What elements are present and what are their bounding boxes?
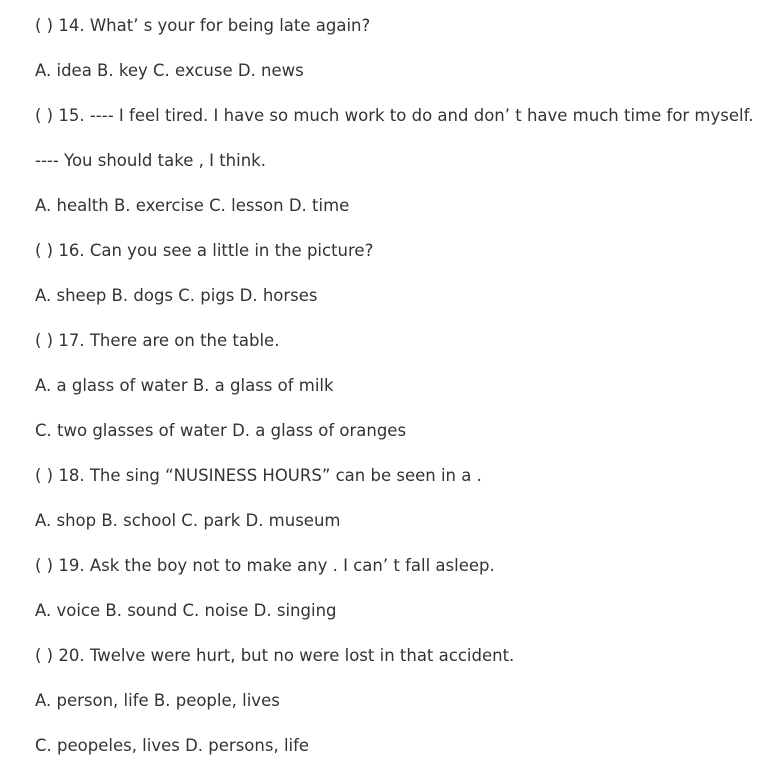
- question-20: ( ) 20. Twelve were hurt, but no were lost in that accident.: [35, 646, 515, 665]
- options-15: A. health B. exercise C. lesson D. time: [35, 196, 350, 215]
- options-20-line-1: A. person, life B. people, lives: [35, 691, 280, 710]
- options-19: A. voice B. sound C. noise D. singing: [35, 601, 337, 620]
- options-17-line-1: A. a glass of water B. a glass of milk: [35, 376, 334, 395]
- question-17: ( ) 17. There are on the table.: [35, 331, 280, 350]
- question-18: ( ) 18. The sing “NUSINESS HOURS” can be seen in a .: [35, 466, 482, 485]
- question-15-response: ---- You should take , I think.: [35, 151, 266, 170]
- question-16: ( ) 16. Can you see a little in the picture?: [35, 241, 374, 260]
- options-18: A. shop B. school C. park D. museum: [35, 511, 341, 530]
- question-19: ( ) 19. Ask the boy not to make any . I can’ t fall asleep.: [35, 556, 495, 575]
- exercise-document: [35, 11, 770, 776]
- options-17-line-2: C. two glasses of water D. a glass of oranges: [35, 421, 407, 440]
- options-20-line-2: C. peopeles, lives D. persons, life: [35, 736, 310, 755]
- question-14: ( ) 14. What’ s your for being late again?: [35, 16, 371, 35]
- options-16: A. sheep B. dogs C. pigs D. horses: [35, 286, 318, 305]
- question-15: ( ) 15. ---- I feel tired. I have so much work to do and don’ t have much time for myself.: [35, 106, 754, 125]
- options-14: A. idea B. key C. excuse D. news: [35, 61, 304, 80]
